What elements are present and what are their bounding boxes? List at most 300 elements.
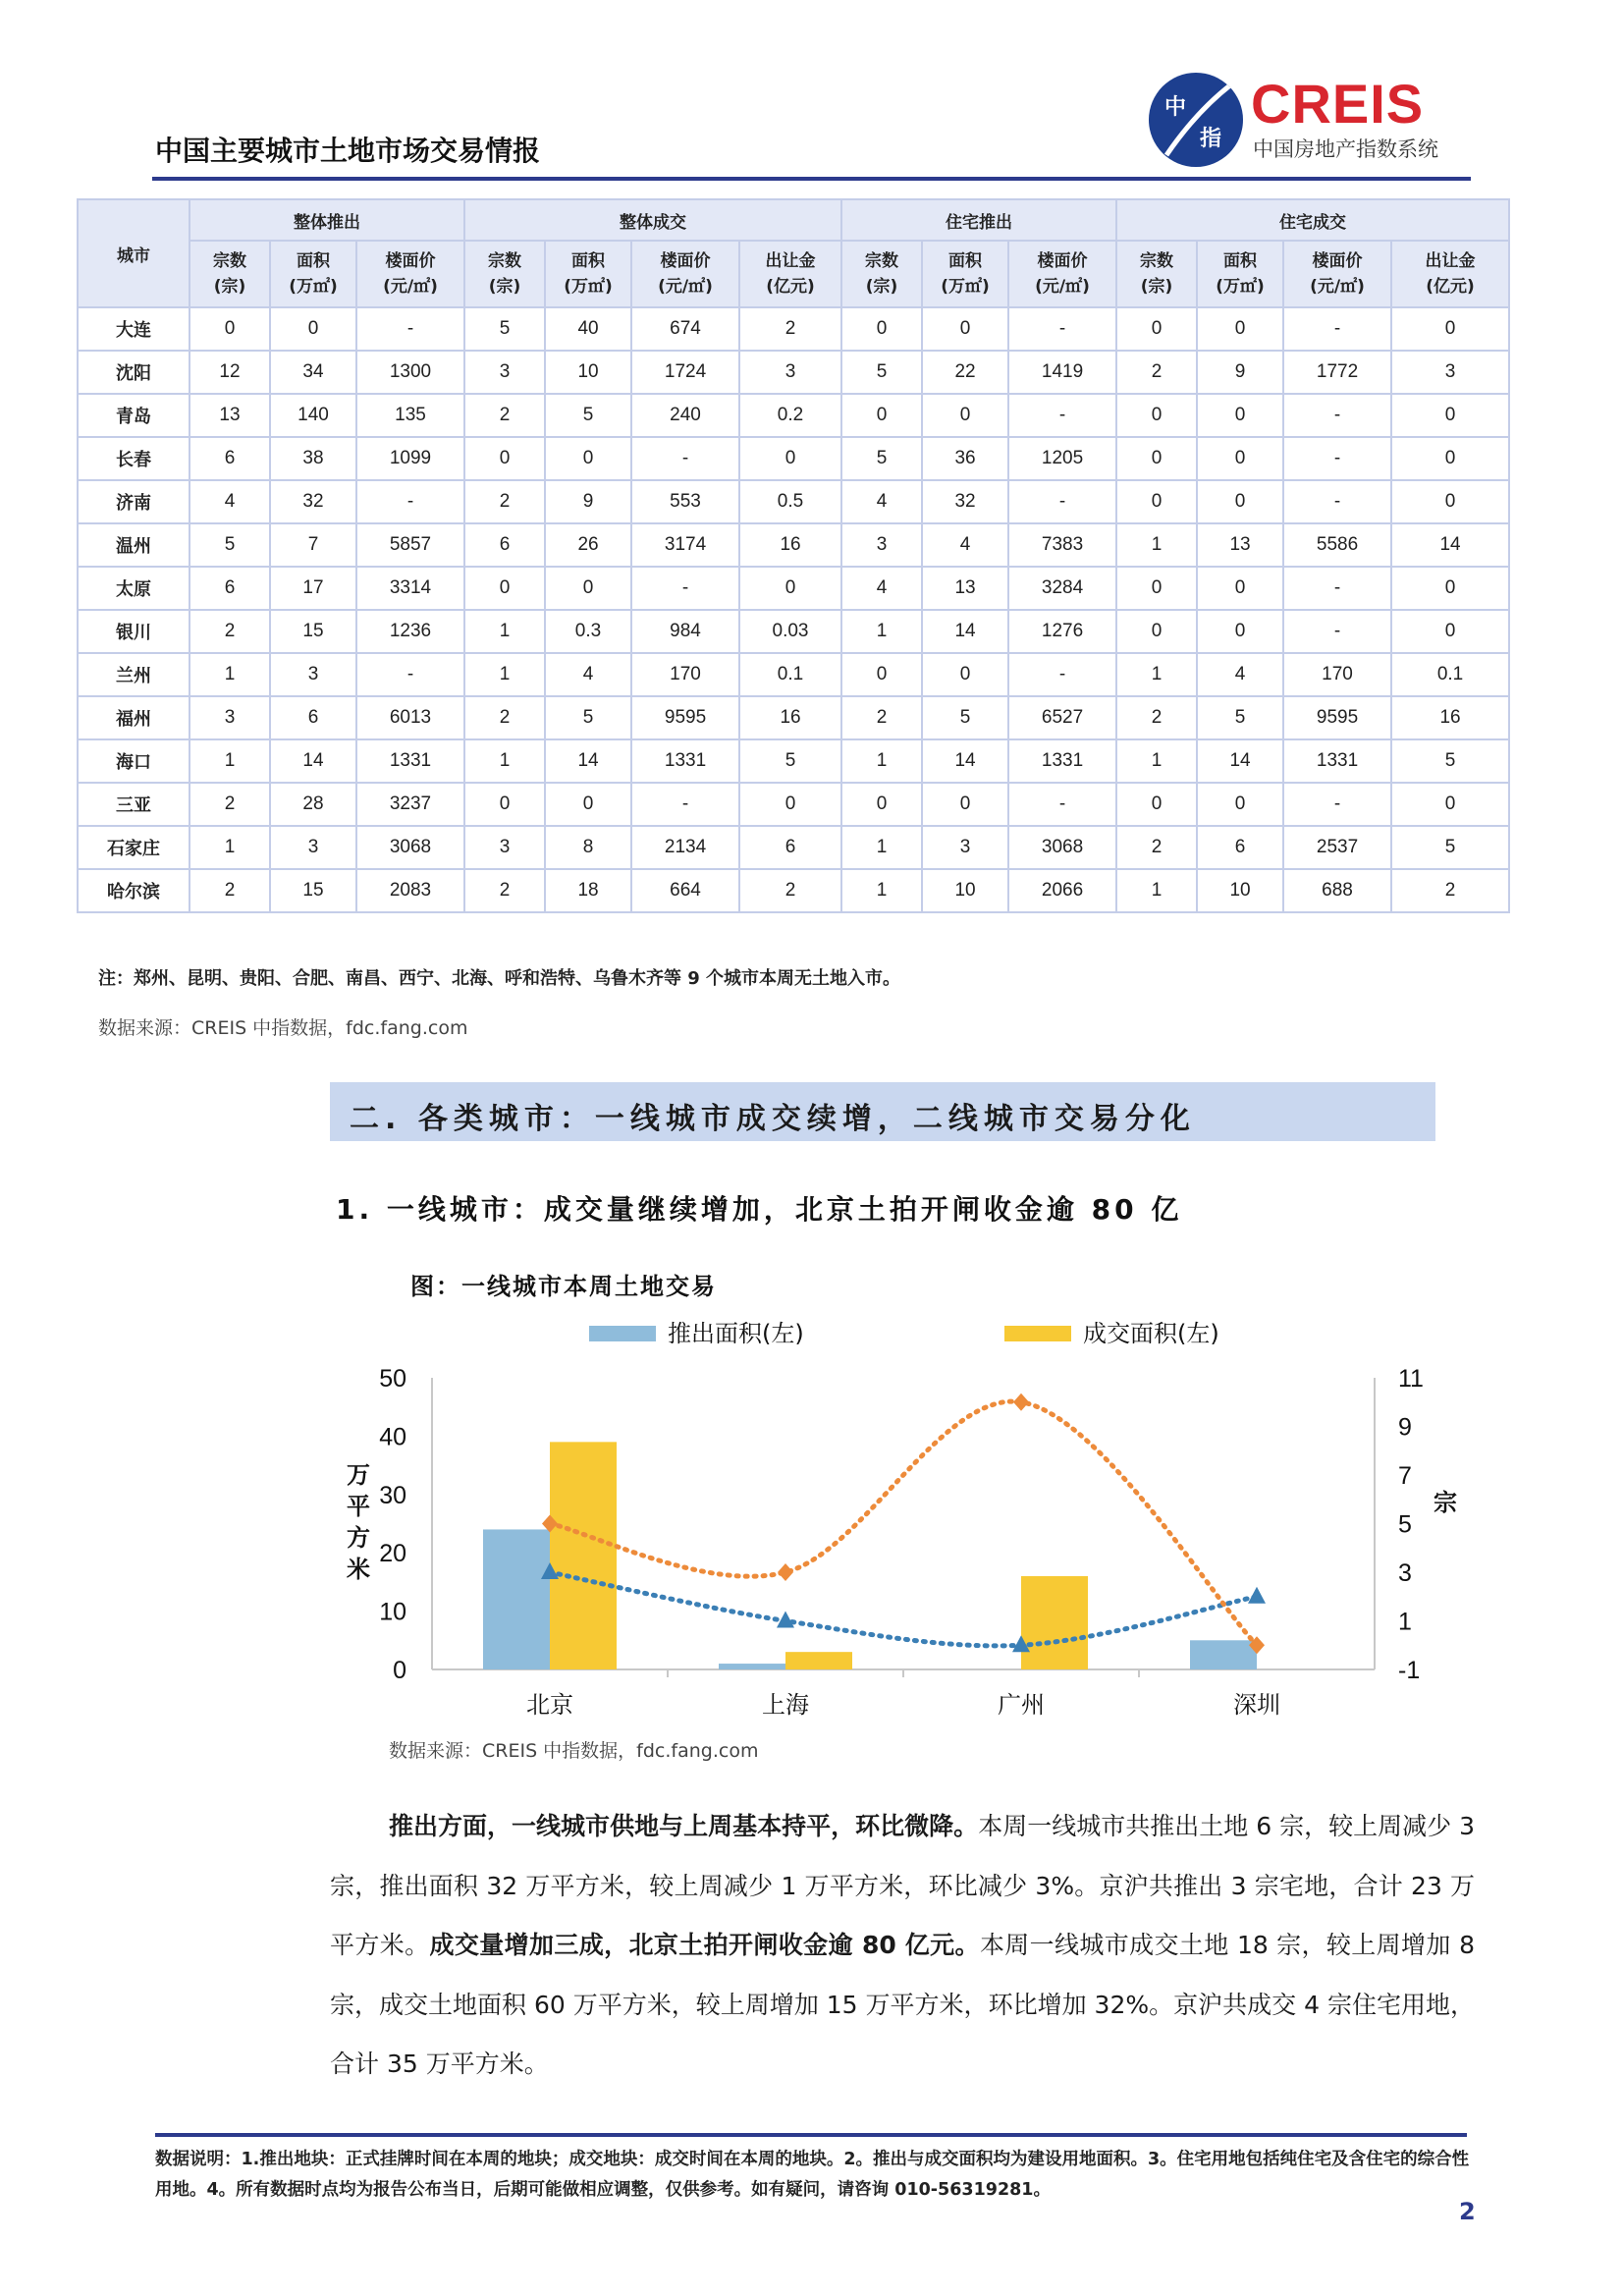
table-cell: 0 <box>739 567 841 610</box>
table-cell: 4 <box>1197 653 1283 696</box>
bar-launched-area <box>483 1529 550 1669</box>
table-cell: 0 <box>1391 437 1509 480</box>
table-cell: 4 <box>841 567 922 610</box>
table-cell: 1331 <box>631 739 739 783</box>
table-cell: 0 <box>464 567 545 610</box>
table-cell: 1331 <box>1283 739 1391 783</box>
logo-subtitle: 中国房地产指数系统 <box>1253 137 1438 161</box>
sub-header-area: 面积 (万㎡) <box>922 241 1008 307</box>
city-land-table <box>77 198 1510 913</box>
table-cell: 0 <box>1391 480 1509 523</box>
table-cell: 0 <box>545 437 631 480</box>
table-cell: 0 <box>1116 610 1197 653</box>
table-cell: 0 <box>545 783 631 826</box>
table-cell: 0 <box>922 653 1008 696</box>
table-cell: 135 <box>356 394 464 437</box>
table-note: 注：郑州、昆明、贵阳、合肥、南昌、西宁、北海、呼和浩特、乌鲁木齐等 9 个城市本周无土地入市。 <box>98 968 901 989</box>
y2-tick-label: 7 <box>1398 1462 1412 1490</box>
table-cell: 2066 <box>1008 869 1116 912</box>
table-cell: 5 <box>922 696 1008 739</box>
table-row <box>78 783 1509 826</box>
table-row <box>78 869 1509 912</box>
diamond-marker <box>1013 1394 1029 1411</box>
sub-header-amount: 出让金 (亿元) <box>739 241 841 307</box>
city-name: 青岛 <box>78 394 189 437</box>
table-cell: 2 <box>189 610 270 653</box>
table-cell: 984 <box>631 610 739 653</box>
table-cell: 10 <box>545 351 631 394</box>
table-row <box>78 307 1509 351</box>
series-line-0 <box>550 1572 1257 1646</box>
y-tick-label: 30 <box>379 1481 406 1509</box>
table-cell: 2 <box>1116 696 1197 739</box>
table-row <box>78 826 1509 869</box>
table-cell: 2 <box>464 869 545 912</box>
table-cell: 1 <box>189 653 270 696</box>
city-name: 海口 <box>78 739 189 783</box>
table-cell: 2 <box>1116 826 1197 869</box>
table-cell: 2 <box>189 783 270 826</box>
table-cell: 14 <box>922 610 1008 653</box>
para-bold-1: 推出方面，一线城市供地与上周基本持平，环比微降。 <box>389 1812 979 1840</box>
table-cell: 170 <box>1283 653 1391 696</box>
table-cell: 5 <box>1197 696 1283 739</box>
table-cell: 14 <box>922 739 1008 783</box>
table-cell: 1 <box>1116 739 1197 783</box>
table-cell: 34 <box>270 351 356 394</box>
table-cell: 14 <box>1391 523 1509 567</box>
table-cell: 5 <box>545 696 631 739</box>
sub-header-price: 楼面价 (元/㎡) <box>1008 241 1116 307</box>
legend-label: 推出面积(左) <box>668 1320 804 1347</box>
table-cell: 3 <box>270 653 356 696</box>
table-cell: 674 <box>631 307 739 351</box>
table-cell: 0 <box>1197 610 1283 653</box>
table-cell: - <box>631 783 739 826</box>
table-cell: 3 <box>739 351 841 394</box>
city-name: 大连 <box>78 307 189 351</box>
table-cell: 10 <box>922 869 1008 912</box>
table-cell: 4 <box>922 523 1008 567</box>
y2-axis-title: 宗 <box>1434 1489 1457 1516</box>
table-cell: 0 <box>189 307 270 351</box>
table-cell: 1 <box>189 739 270 783</box>
table-body <box>78 307 1509 912</box>
logo-emblem <box>1149 73 1243 167</box>
y2-tick-label: 1 <box>1398 1608 1412 1636</box>
table-cell: 36 <box>922 437 1008 480</box>
sub-header-area: 面积 (万㎡) <box>270 241 356 307</box>
y-axis-title-char: 平 <box>347 1493 370 1520</box>
group-header: 整体成交 <box>464 199 841 241</box>
y2-tick-label: 3 <box>1398 1559 1412 1587</box>
table-cell: 7 <box>270 523 356 567</box>
table-cell: 1 <box>464 739 545 783</box>
table-cell: 6 <box>464 523 545 567</box>
footer-note: 数据说明：1.推出地块：正式挂牌时间在本周的地块；成交地块：成交时间在本周的地块。2。推出与成交面积均为建设用地面积。3。住宅用地包括纯住宅及含住宅的综合性用地。4。所有数据时点均为报告公布当日，后期可能做相应调整，仅供参考。如有疑问，请咨询 010-56319281。 <box>155 2150 1470 2200</box>
table-cell: 5 <box>464 307 545 351</box>
bar-launched-area <box>719 1664 785 1669</box>
table-cell: - <box>1008 394 1116 437</box>
table-cell: 1205 <box>1008 437 1116 480</box>
table-source: 数据来源：CREIS 中指数据，fdc.fang.com <box>98 1017 468 1039</box>
table-cell: 0 <box>841 783 922 826</box>
table-cell: 2 <box>464 480 545 523</box>
table-cell: - <box>356 480 464 523</box>
table-cell: 5 <box>739 739 841 783</box>
table-cell: 1331 <box>1008 739 1116 783</box>
table-cell: 3068 <box>1008 826 1116 869</box>
table-cell: 4 <box>841 480 922 523</box>
table-cell: 14 <box>270 739 356 783</box>
y-tick-label: 40 <box>379 1423 406 1451</box>
table-cell: 6 <box>1197 826 1283 869</box>
table-row <box>78 739 1509 783</box>
table-row <box>78 567 1509 610</box>
table-cell: 1724 <box>631 351 739 394</box>
table-cell: 0 <box>1391 610 1509 653</box>
table-cell: 0.1 <box>1391 653 1509 696</box>
chart-title: 图：一线城市本周土地交易 <box>410 1273 717 1300</box>
table-cell: 0.1 <box>739 653 841 696</box>
table-cell: 0 <box>1116 567 1197 610</box>
table-cell: 2083 <box>356 869 464 912</box>
table-cell: - <box>631 437 739 480</box>
logo-char-2: 指 <box>1200 127 1222 151</box>
table-cell: 0.03 <box>739 610 841 653</box>
table-cell: 4 <box>189 480 270 523</box>
table-row <box>78 351 1509 394</box>
table-cell: 2 <box>464 696 545 739</box>
table-cell: 5857 <box>356 523 464 567</box>
city-name: 沈阳 <box>78 351 189 394</box>
city-name: 济南 <box>78 480 189 523</box>
city-name: 兰州 <box>78 653 189 696</box>
city-name: 温州 <box>78 523 189 567</box>
table-cell: 3 <box>189 696 270 739</box>
chart-source: 数据来源：CREIS 中指数据，fdc.fang.com <box>389 1740 759 1762</box>
table-cell: 2 <box>464 394 545 437</box>
sub-header-row <box>78 241 1509 307</box>
y2-tick-label: 9 <box>1398 1413 1412 1442</box>
subsection-heading: 1. 一线城市：成交量继续增加，北京土拍开闸收金逾 80 亿 <box>336 1193 1183 1226</box>
table-cell: 688 <box>1283 869 1391 912</box>
table-cell: 0 <box>1116 480 1197 523</box>
x-category-label: 北京 <box>526 1691 573 1719</box>
table-cell: - <box>356 653 464 696</box>
table-cell: 3 <box>464 351 545 394</box>
table-cell: 17 <box>270 567 356 610</box>
table-cell: 0 <box>1197 480 1283 523</box>
table-cell: 3 <box>464 826 545 869</box>
table-cell: 2 <box>189 869 270 912</box>
table-cell: 0 <box>270 307 356 351</box>
table-cell: 1 <box>1116 653 1197 696</box>
table-cell: 0 <box>841 653 922 696</box>
table-cell: 13 <box>922 567 1008 610</box>
city-name: 哈尔滨 <box>78 869 189 912</box>
y-tick-label: 20 <box>379 1540 406 1568</box>
table-cell: 3237 <box>356 783 464 826</box>
table-cell: 0 <box>1197 437 1283 480</box>
table-cell: - <box>356 307 464 351</box>
table-cell: 1 <box>1116 523 1197 567</box>
table-cell: 2537 <box>1283 826 1391 869</box>
table-cell: 2 <box>739 869 841 912</box>
table-cell: 3 <box>922 826 1008 869</box>
table-cell: 140 <box>270 394 356 437</box>
table-cell: 4 <box>545 653 631 696</box>
y2-tick-label: 11 <box>1398 1365 1424 1393</box>
table-cell: 40 <box>545 307 631 351</box>
table-cell: 0 <box>1197 307 1283 351</box>
bar-sold-area <box>785 1652 852 1669</box>
tier1-land-chart <box>324 1306 1483 1719</box>
table-cell: 2 <box>1391 869 1509 912</box>
table-cell: 5 <box>841 351 922 394</box>
table-cell: 5 <box>1391 826 1509 869</box>
table-row <box>78 610 1509 653</box>
table-cell: 0 <box>1116 307 1197 351</box>
table-cell: 3 <box>1391 351 1509 394</box>
table-cell: 0 <box>922 307 1008 351</box>
table-cell: 2 <box>841 696 922 739</box>
sub-header-price: 楼面价 (元/㎡) <box>356 241 464 307</box>
para-text-2: 本周一线城市成交土地 18 宗，较上周增加 8 宗，成交土地面积 60 万平方米，较上周增加 15 万平方米，环比增加 32%。京沪共成交 4 宗住宅用地，合计 35 万平方米。 <box>330 1931 1475 2078</box>
group-header: 住宅推出 <box>841 199 1116 241</box>
legend-swatch <box>1004 1326 1071 1341</box>
table-cell: 1419 <box>1008 351 1116 394</box>
table-cell: 6 <box>189 567 270 610</box>
table-cell: 1300 <box>356 351 464 394</box>
x-category-label: 深圳 <box>1233 1691 1280 1719</box>
triangle-marker <box>777 1612 794 1628</box>
table-cell: 0 <box>922 394 1008 437</box>
table-cell: 664 <box>631 869 739 912</box>
table-cell: 0 <box>464 437 545 480</box>
table-cell: - <box>1283 437 1391 480</box>
table-cell: 3314 <box>356 567 464 610</box>
table-cell: 0 <box>841 307 922 351</box>
table-row <box>78 523 1509 567</box>
table-cell: 10 <box>1197 869 1283 912</box>
sub-header-area: 面积 (万㎡) <box>1197 241 1283 307</box>
table-cell: 3284 <box>1008 567 1116 610</box>
triangle-marker <box>1248 1587 1266 1604</box>
table-cell: 38 <box>270 437 356 480</box>
logo-brand: CREIS <box>1251 73 1425 135</box>
table-cell: 15 <box>270 610 356 653</box>
table-cell: 1772 <box>1283 351 1391 394</box>
table-cell: 2 <box>1116 351 1197 394</box>
table-cell: - <box>1283 610 1391 653</box>
table-cell: 1331 <box>356 739 464 783</box>
para-text-1: 本周一线城市共推出土地 6 宗，较上周减少 3 宗，推出面积 32 万平方米，较上周减少 1 万平方米，环比减少 3%。京沪共推出 3 宗宅地，合计 23 万平方米。 <box>330 1812 1475 1959</box>
table-cell: 0 <box>1116 783 1197 826</box>
sub-header-price: 楼面价 (元/㎡) <box>631 241 739 307</box>
y2-tick-label: 5 <box>1398 1510 1412 1539</box>
group-header: 住宅成交 <box>1116 199 1509 241</box>
bar-sold-area <box>550 1442 617 1669</box>
city-name: 石家庄 <box>78 826 189 869</box>
table-cell: 1 <box>841 739 922 783</box>
table-cell: 1 <box>841 869 922 912</box>
sub-header-count: 宗数 (宗) <box>841 241 922 307</box>
para-bold-2: 成交量增加三成，北京土拍开闸收金逾 80 亿元。 <box>429 1931 980 1959</box>
table-cell: 1276 <box>1008 610 1116 653</box>
table-cell: - <box>1283 783 1391 826</box>
table-cell: 3174 <box>631 523 739 567</box>
analysis-paragraph <box>330 1797 1475 2095</box>
table-row <box>78 437 1509 480</box>
table-cell: - <box>1283 307 1391 351</box>
table-cell: 3 <box>841 523 922 567</box>
page-number: 2 <box>1459 2198 1476 2225</box>
logo-slash-icon <box>1149 73 1243 167</box>
table-cell: 0.2 <box>739 394 841 437</box>
city-name: 长春 <box>78 437 189 480</box>
table-cell: 5586 <box>1283 523 1391 567</box>
table-cell: 12 <box>189 351 270 394</box>
table-cell: 0.3 <box>545 610 631 653</box>
table-cell: 14 <box>545 739 631 783</box>
sub-header-count: 宗数 (宗) <box>464 241 545 307</box>
city-name: 三亚 <box>78 783 189 826</box>
table-cell: 16 <box>1391 696 1509 739</box>
table-cell: 8 <box>545 826 631 869</box>
legend-swatch <box>589 1326 656 1341</box>
table-cell: 14 <box>1197 739 1283 783</box>
table-cell: 0 <box>1197 783 1283 826</box>
table-cell: 16 <box>739 523 841 567</box>
table-cell: 16 <box>739 696 841 739</box>
table-cell: 0 <box>1391 567 1509 610</box>
table-cell: 7383 <box>1008 523 1116 567</box>
y-tick-label: 50 <box>379 1365 406 1393</box>
table-cell: 1 <box>841 610 922 653</box>
x-category-label: 上海 <box>762 1691 809 1719</box>
table-cell: 0 <box>739 437 841 480</box>
table-row <box>78 653 1509 696</box>
table-cell: - <box>1008 783 1116 826</box>
table-cell: - <box>631 567 739 610</box>
table-cell: 6 <box>270 696 356 739</box>
logo-char-1: 中 <box>1164 95 1187 120</box>
y-axis-title-char: 米 <box>347 1556 370 1583</box>
creis-logo <box>1149 65 1483 167</box>
table-cell: 5 <box>841 437 922 480</box>
table-row <box>78 696 1509 739</box>
table-cell: 5 <box>545 394 631 437</box>
city-name: 太原 <box>78 567 189 610</box>
table-cell: 6527 <box>1008 696 1116 739</box>
table-cell: 0 <box>739 783 841 826</box>
sub-header-count: 宗数 (宗) <box>189 241 270 307</box>
y-axis-title-char: 万 <box>347 1461 370 1489</box>
table-cell: 9 <box>1197 351 1283 394</box>
table-cell: 1 <box>189 826 270 869</box>
table-cell: 0 <box>1116 437 1197 480</box>
table-cell: 6013 <box>356 696 464 739</box>
table-cell: 0 <box>1197 567 1283 610</box>
table-cell: 240 <box>631 394 739 437</box>
table-cell: - <box>1283 567 1391 610</box>
header-rule <box>152 177 1471 181</box>
footer-rule <box>155 2133 1467 2137</box>
diamond-marker <box>778 1563 793 1581</box>
y-tick-label: 10 <box>379 1598 406 1626</box>
table-cell: 5 <box>189 523 270 567</box>
table-cell: 26 <box>545 523 631 567</box>
section-banner <box>330 1082 1435 1141</box>
table-cell: 13 <box>1197 523 1283 567</box>
table-cell: 0 <box>545 567 631 610</box>
table-cell: 0 <box>1197 394 1283 437</box>
group-header: 整体推出 <box>189 199 464 241</box>
table-cell: 0 <box>841 394 922 437</box>
table-cell: 32 <box>922 480 1008 523</box>
sub-header-area: 面积 (万㎡) <box>545 241 631 307</box>
city-name: 福州 <box>78 696 189 739</box>
series-line-1 <box>550 1401 1257 1645</box>
table-cell: 9595 <box>631 696 739 739</box>
table-cell: 1 <box>841 826 922 869</box>
table-cell: 9595 <box>1283 696 1391 739</box>
table-cell: 0 <box>1116 394 1197 437</box>
table-cell: 3 <box>270 826 356 869</box>
table-cell: 1 <box>464 653 545 696</box>
table-cell: 5 <box>1391 739 1509 783</box>
bar-launched-area <box>1190 1640 1257 1669</box>
table-cell: 1 <box>464 610 545 653</box>
y-tick-label: 0 <box>393 1657 406 1684</box>
sub-header-count: 宗数 (宗) <box>1116 241 1197 307</box>
table-cell: 6 <box>189 437 270 480</box>
table-cell: 13 <box>189 394 270 437</box>
legend-label: 成交面积(左) <box>1083 1320 1219 1347</box>
x-category-label: 广州 <box>998 1691 1045 1719</box>
table-cell: 0.5 <box>739 480 841 523</box>
table-cell: 18 <box>545 869 631 912</box>
y-axis-title-char: 方 <box>347 1524 370 1552</box>
table-cell: - <box>1008 480 1116 523</box>
table-cell: 22 <box>922 351 1008 394</box>
table-cell: 9 <box>545 480 631 523</box>
table-cell: 553 <box>631 480 739 523</box>
table-cell: - <box>1283 394 1391 437</box>
table-cell: - <box>1008 307 1116 351</box>
table-row <box>78 394 1509 437</box>
table-cell: 2 <box>739 307 841 351</box>
table-cell: 170 <box>631 653 739 696</box>
city-name: 银川 <box>78 610 189 653</box>
section-title: 二. 各类城市：一线城市成交续增，二线城市交易分化 <box>350 1102 1196 1136</box>
sub-header-price: 楼面价 (元/㎡) <box>1283 241 1391 307</box>
table-cell: - <box>1283 480 1391 523</box>
table-cell: 3068 <box>356 826 464 869</box>
table-cell: 0 <box>922 783 1008 826</box>
y2-tick-label: -1 <box>1398 1657 1421 1684</box>
table-cell: 28 <box>270 783 356 826</box>
table-cell: 0 <box>1391 394 1509 437</box>
table-cell: 6 <box>739 826 841 869</box>
table-cell: 0 <box>1391 307 1509 351</box>
city-header: 城市 <box>78 199 189 307</box>
table-cell: 0 <box>464 783 545 826</box>
bar-sold-area <box>1021 1576 1088 1669</box>
table-cell: 1 <box>1116 869 1197 912</box>
table-cell: - <box>1008 653 1116 696</box>
